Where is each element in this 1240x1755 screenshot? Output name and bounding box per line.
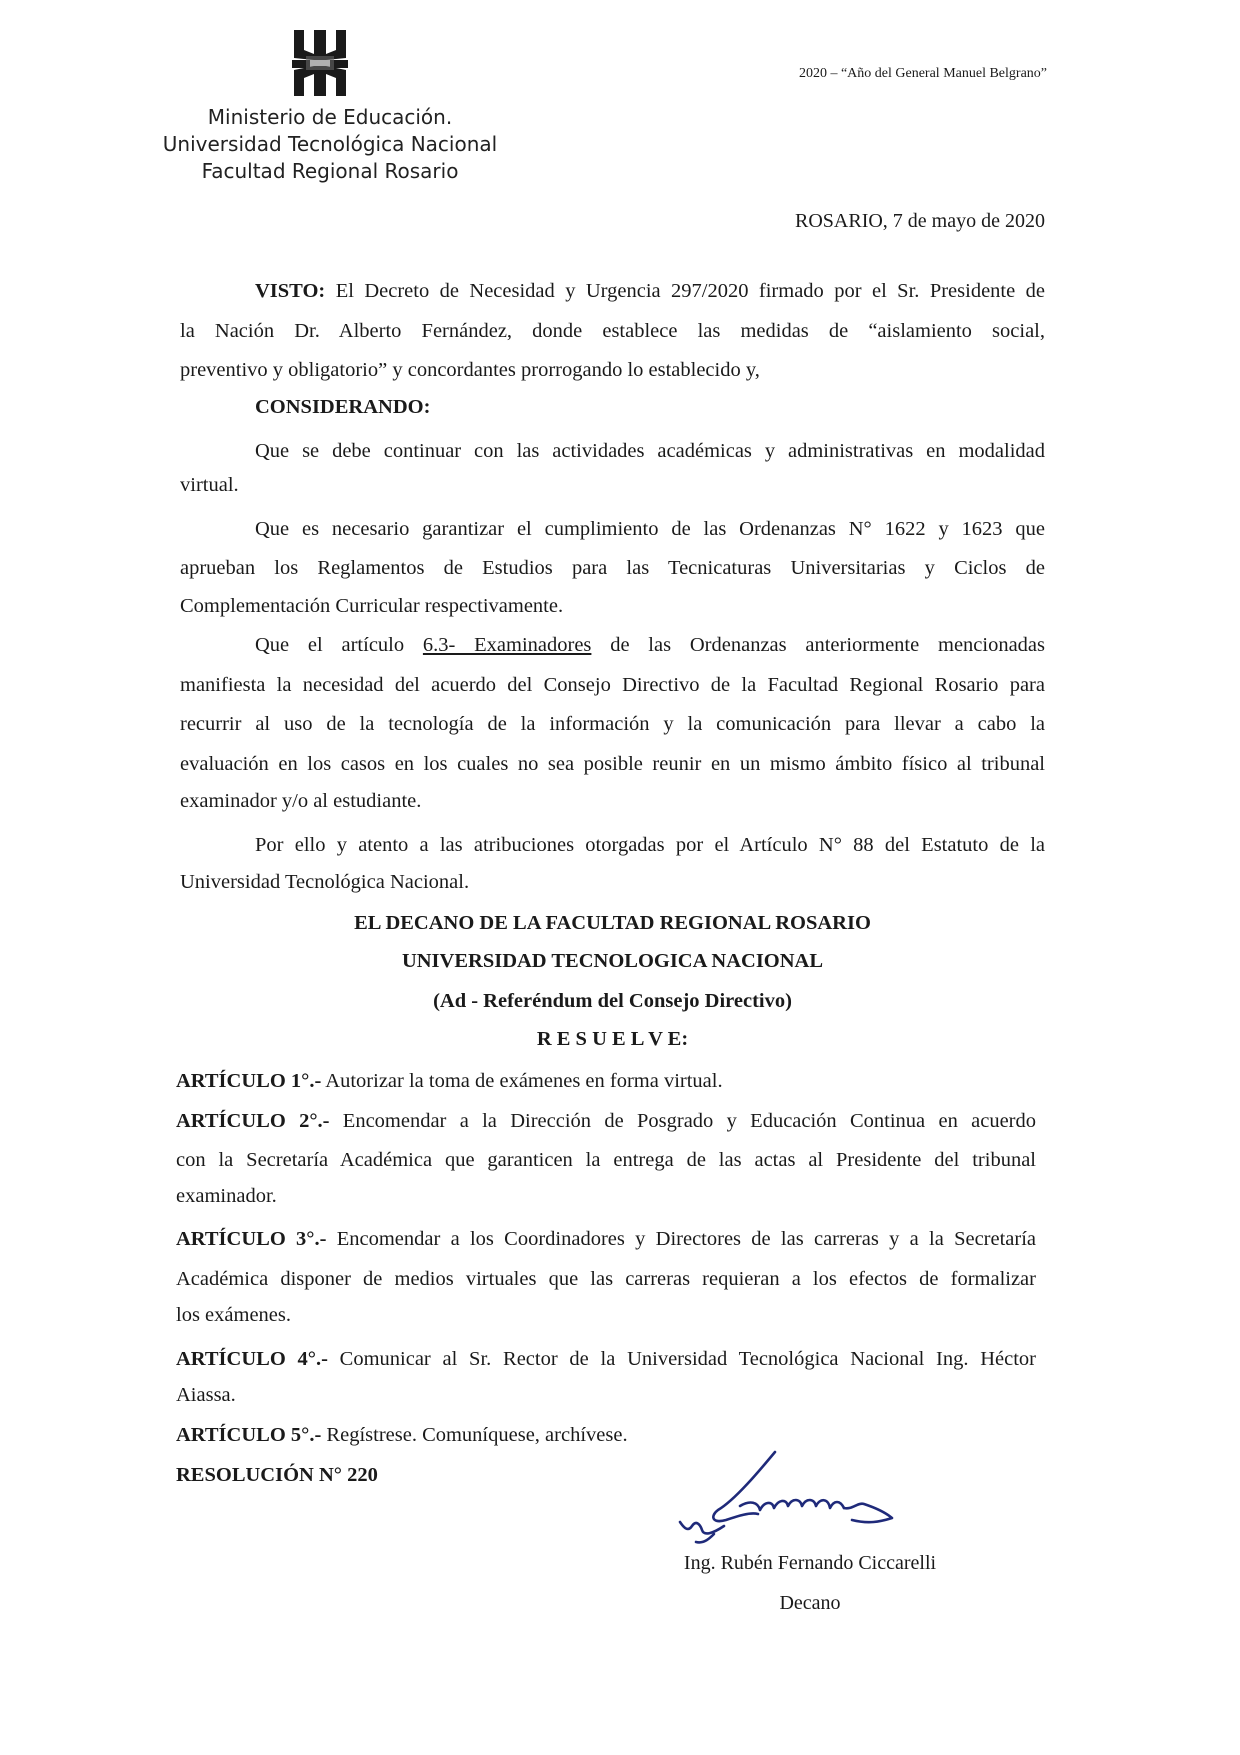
article-1: ARTÍCULO 1°.- Autorizar la toma de exámenes en forma virtual. bbox=[176, 1070, 723, 1092]
considerando-p2-line-2: aprueban los Reglamentos de Estudios para las Tecnicaturas Universitarias y Ciclos de bbox=[180, 557, 1045, 579]
article-2-line-1: ARTÍCULO 2°.- Encomendar a la Dirección de Posgrado y Educación Continua en acuerdo bbox=[176, 1110, 1037, 1132]
visto-line-2: la Nación Dr. Alberto Fernández, donde establece las medidas de “aislamiento social, bbox=[180, 320, 1045, 342]
authority-line-2: UNIVERSIDAD TECNOLOGICA NACIONAL bbox=[401, 950, 824, 972]
document-date: ROSARIO, 7 de mayo de 2020 bbox=[795, 210, 1045, 232]
considerando-p4-line-2: Universidad Tecnológica Nacional. bbox=[180, 871, 470, 893]
considerando-p2-line-3: Complementación Curricular respectivamente. bbox=[180, 595, 564, 617]
institution-line-university: Universidad Tecnológica Nacional bbox=[162, 132, 498, 156]
considerando-p1-line-1: Que se debe continuar con las actividades académicas y administrativas en modalidad bbox=[255, 440, 1045, 462]
visto-line-1: VISTO: El Decreto de Necesidad y Urgencia 297/2020 firmado por el Sr. Presidente de bbox=[255, 280, 1045, 302]
considerando-p3-line-1: Que el artículo 6.3- Examinadores de las Ordenanzas anteriormente mencionadas bbox=[255, 634, 1046, 656]
authority-line-3: (Ad - Referéndum del Consejo Directivo) bbox=[433, 990, 792, 1012]
considerando-heading: CONSIDERANDO: bbox=[255, 396, 431, 418]
institution-line-faculty: Facultad Regional Rosario bbox=[201, 159, 459, 183]
considerando-p3-line-4: evaluación en los casos en los cuales no sea posible reunir en un mismo ámbito físico al tribunal bbox=[180, 753, 1045, 775]
resuelve-heading: R E S U E L V E: bbox=[536, 1028, 689, 1050]
handwritten-signature bbox=[640, 1440, 980, 1560]
article-3-line-2: Académica disponer de medios virtuales que las carreras requieran a los efectos de formalizar bbox=[176, 1268, 1036, 1290]
signer-role: Decano bbox=[779, 1592, 841, 1614]
institution-header bbox=[140, 104, 520, 185]
article-3-line-1: ARTÍCULO 3°.- Encomendar a los Coordinadores y Directores de las carreras y a la Secretaría bbox=[176, 1228, 1037, 1250]
article-2-line-3: examinador. bbox=[176, 1185, 277, 1207]
article-4-line-2: Aiassa. bbox=[176, 1384, 236, 1406]
institution-line-ministry: Ministerio de Educación. bbox=[207, 105, 453, 129]
considerando-p3-line-3: recurrir al uso de la tecnología de la información y la comunicación para llevar a cabo la bbox=[180, 713, 1045, 735]
resolution-number: RESOLUCIÓN N° 220 bbox=[176, 1464, 378, 1486]
article-5: ARTÍCULO 5°.- Regístrese. Comuníquese, archívese. bbox=[176, 1424, 628, 1446]
visto-line-3: preventivo y obligatorio” y concordantes prorrogando lo establecido y, bbox=[180, 359, 760, 381]
article-reference: 6.3- Examinadores bbox=[422, 634, 592, 656]
considerando-p3-line-5: examinador y/o al estudiante. bbox=[180, 790, 422, 812]
authority-line-1: EL DECANO DE LA FACULTAD REGIONAL ROSARIO bbox=[354, 912, 871, 934]
article-2-line-2: con la Secretaría Académica que garanticen la entrega de las actas al Presidente del tribunal bbox=[176, 1149, 1036, 1171]
article-3-line-3: los exámenes. bbox=[176, 1304, 291, 1326]
article-4-line-1: ARTÍCULO 4°.- Comunicar al Sr. Rector de la Universidad Tecnológica Nacional Ing. Héctor bbox=[176, 1348, 1036, 1370]
signer-name: Ing. Rubén Fernando Ciccarelli bbox=[683, 1552, 937, 1574]
considerando-p3-line-2: manifiesta la necesidad del acuerdo del Consejo Directivo de la Facultad Regional Rosario para bbox=[180, 674, 1045, 696]
year-motto: 2020 – “Año del General Manuel Belgrano” bbox=[798, 66, 1047, 81]
utn-logo bbox=[292, 30, 348, 96]
considerando-p4-line-1: Por ello y atento a las atribuciones otorgadas por el Artículo N° 88 del Estatuto de la bbox=[255, 834, 1045, 856]
considerando-p2-line-1: Que es necesario garantizar el cumplimiento de las Ordenanzas N° 1622 y 1623 que bbox=[255, 518, 1045, 540]
considerando-p1-line-2: virtual. bbox=[180, 474, 239, 496]
